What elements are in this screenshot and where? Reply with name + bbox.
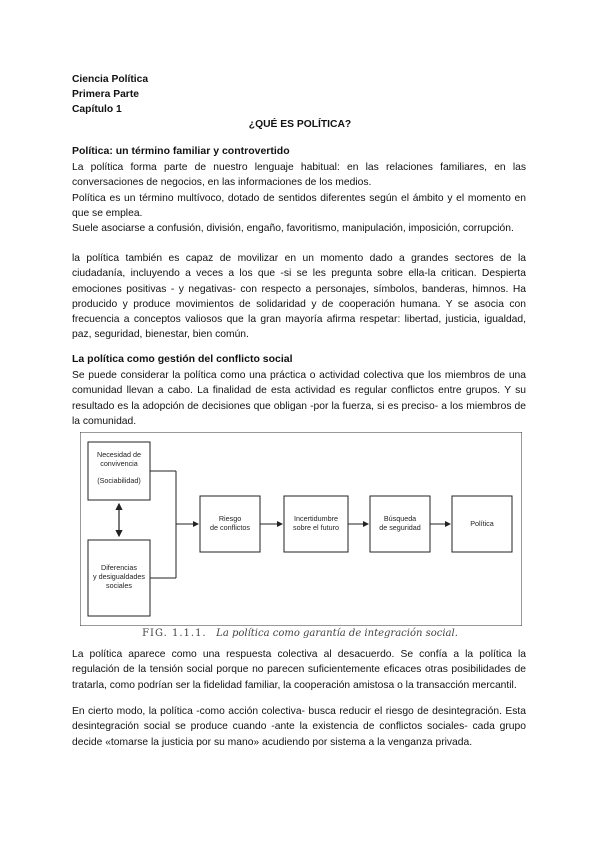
caption-number: FIG. 1.1.1. <box>142 628 207 639</box>
paragraph-5: Se puede considerar la política como una práctica o actividad colectiva que los miembros de una comunidad llevan a cabo. La finalidad de esta actividad es regular conflictos entre grupos. Y su resultado es la adopción de decisiones que obligan -por la fuerza, si es preciso- a los miembros de la comunidad. <box>72 370 526 427</box>
box2-line1: Diferencias <box>101 563 137 572</box>
section-heading-1: Política: un término familiar y controvertido <box>72 145 290 157</box>
box6-line1: Política <box>470 519 494 528</box>
box4-line2: sobre el futuro <box>293 523 339 532</box>
box1-line2: convivencia <box>100 459 138 468</box>
box2-line2: y desigualdades <box>93 572 145 581</box>
paragraph-7: En cierto modo, la política -como acción colectiva- busca reducir el riesgo de desintegración. Esta desintegración social se produce cuando -ante la existencia de conflictos sociales- cada grupo decide «tomarse la justicia por su mano» acudiendo por sistema a la venganza privada. <box>72 706 526 748</box>
box2-line3: sociales <box>106 581 132 590</box>
box4-line1: Incertidumbre <box>294 514 338 523</box>
header-part: Primera Parte <box>72 89 139 100</box>
caption-text: La política como garantía de integración social. <box>216 628 458 639</box>
paragraph-2: Política es un término multívoco, dotado de sentidos diferentes según el ámbito y el momento en que se emplea. <box>72 193 526 220</box>
box3-line2: de conflictos <box>210 523 250 532</box>
paragraph-4: la política también es capaz de movilizar en un momento dado a grandes sectores de la ciudadanía, incluyendo a veces a los que -si se les pregunta sobre ella-la critican. Despierta emociones positivas - y negativas- con respecto a personajes, símbolos, banderas, himnos. Ha producido y produce movimientos de solidaridad y de cooperación humana. Y se asocia con frecuencia a conceptos valiosos que la gran mayoría afirma respetar: libertad, justicia, igualdad, paz, seguridad, bienestar, bien común. <box>72 253 526 341</box>
paragraph-3: Suele asociarse a confusión, división, engaño, favoritismo, manipulación, imposición, corrupción. <box>72 223 514 234</box>
header-chapter: Capítulo 1 <box>72 104 122 115</box>
paragraph-6: La política aparece como una respuesta colectiva al desacuerdo. Se confía a la política la regulación de la tensión social porque no parecen suficientemente eficaces otras posibilidades de tratarla, como podrían ser la fidelidad familiar, la cooperación amistosa o la transacción mercantil. <box>72 649 526 691</box>
section-heading-2: La política como gestión del conflicto social <box>72 353 293 365</box>
paragraph-1: La política forma parte de nuestro lenguaje habitual: en las relaciones familiares, en las conversaciones de negocios, en las informaciones de los medios. <box>72 162 526 189</box>
flow-diagram <box>80 432 522 626</box>
box5-line2: de seguridad <box>379 523 421 532</box>
figure-caption <box>0 628 600 639</box>
box5-line1: Búsqueda <box>383 514 417 523</box>
box1-line3: (Sociabilidad) <box>97 476 141 485</box>
chapter-title: ¿QUÉ ES POLÍTICA? <box>248 119 352 130</box>
box3-line1: Riesgo <box>218 514 242 523</box>
header-course: Ciencia Política <box>72 74 149 85</box>
box1-line1: Necesidad de <box>97 450 141 459</box>
